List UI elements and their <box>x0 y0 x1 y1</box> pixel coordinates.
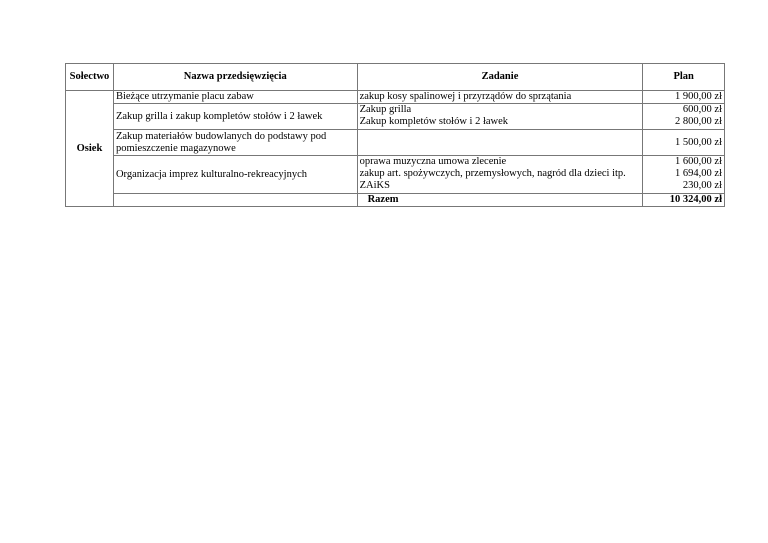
nazwa-line: Zakup materiałów budowlanych do podstawy pod <box>115 130 327 142</box>
plan-line: 230,00 zł <box>682 180 722 191</box>
zadanie-line: Zakup grilla <box>359 104 412 115</box>
nazwa-cell <box>113 130 357 156</box>
plan-line: 1 600,00 zł <box>675 156 722 167</box>
table-row <box>66 156 725 194</box>
zadanie-line: zakup art. spożywczych, przemysłowych, nagród dla dzieci itp. <box>359 168 626 179</box>
table-row <box>66 130 725 156</box>
zadanie-line: ZAiKS <box>359 180 390 191</box>
budget-table <box>65 63 725 207</box>
plan-line: 1 694,00 zł <box>675 168 722 179</box>
zadanie-line: Zakup kompletów stołów i 2 ławek <box>359 116 509 127</box>
plan-cell: 1 900,00 zł <box>643 91 725 104</box>
nazwa-cell: Zakup grilla i zakup kompletów stołów i 2 ławek <box>113 104 357 130</box>
header-solectwo: Sołectwo <box>66 64 114 91</box>
header-zadanie: Zadanie <box>357 64 643 91</box>
zadanie-cell <box>357 104 643 130</box>
nazwa-cell: Bieżące utrzymanie placu zabaw <box>113 91 357 104</box>
plan-line: 2 800,00 zł <box>675 116 722 127</box>
zadanie-cell: zakup kosy spalinowej i przyrządów do sprzątania <box>357 91 643 104</box>
nazwa-cell: Organizacja imprez kulturalno-rekreacyjnych <box>113 156 357 194</box>
zadanie-cell <box>357 130 643 156</box>
total-row <box>66 194 725 207</box>
solectwo-cell: Osiek <box>66 91 114 207</box>
zadanie-cell <box>357 156 643 194</box>
total-empty-cell <box>113 194 357 207</box>
table-row <box>66 104 725 130</box>
plan-line: 600,00 zł <box>682 104 722 115</box>
header-row <box>66 64 725 91</box>
plan-cell <box>643 104 725 130</box>
header-nazwa: Nazwa przedsięwzięcia <box>113 64 357 91</box>
total-value: 10 324,00 zł <box>643 194 725 207</box>
plan-cell <box>643 156 725 194</box>
plan-cell: 1 500,00 zł <box>643 130 725 156</box>
zadanie-line: oprawa muzyczna umowa zlecenie <box>359 156 507 167</box>
nazwa-line: pomieszczenie magazynowe <box>115 142 236 154</box>
header-plan: Plan <box>643 64 725 91</box>
total-label: Razem <box>357 194 643 207</box>
table-row <box>66 91 725 104</box>
